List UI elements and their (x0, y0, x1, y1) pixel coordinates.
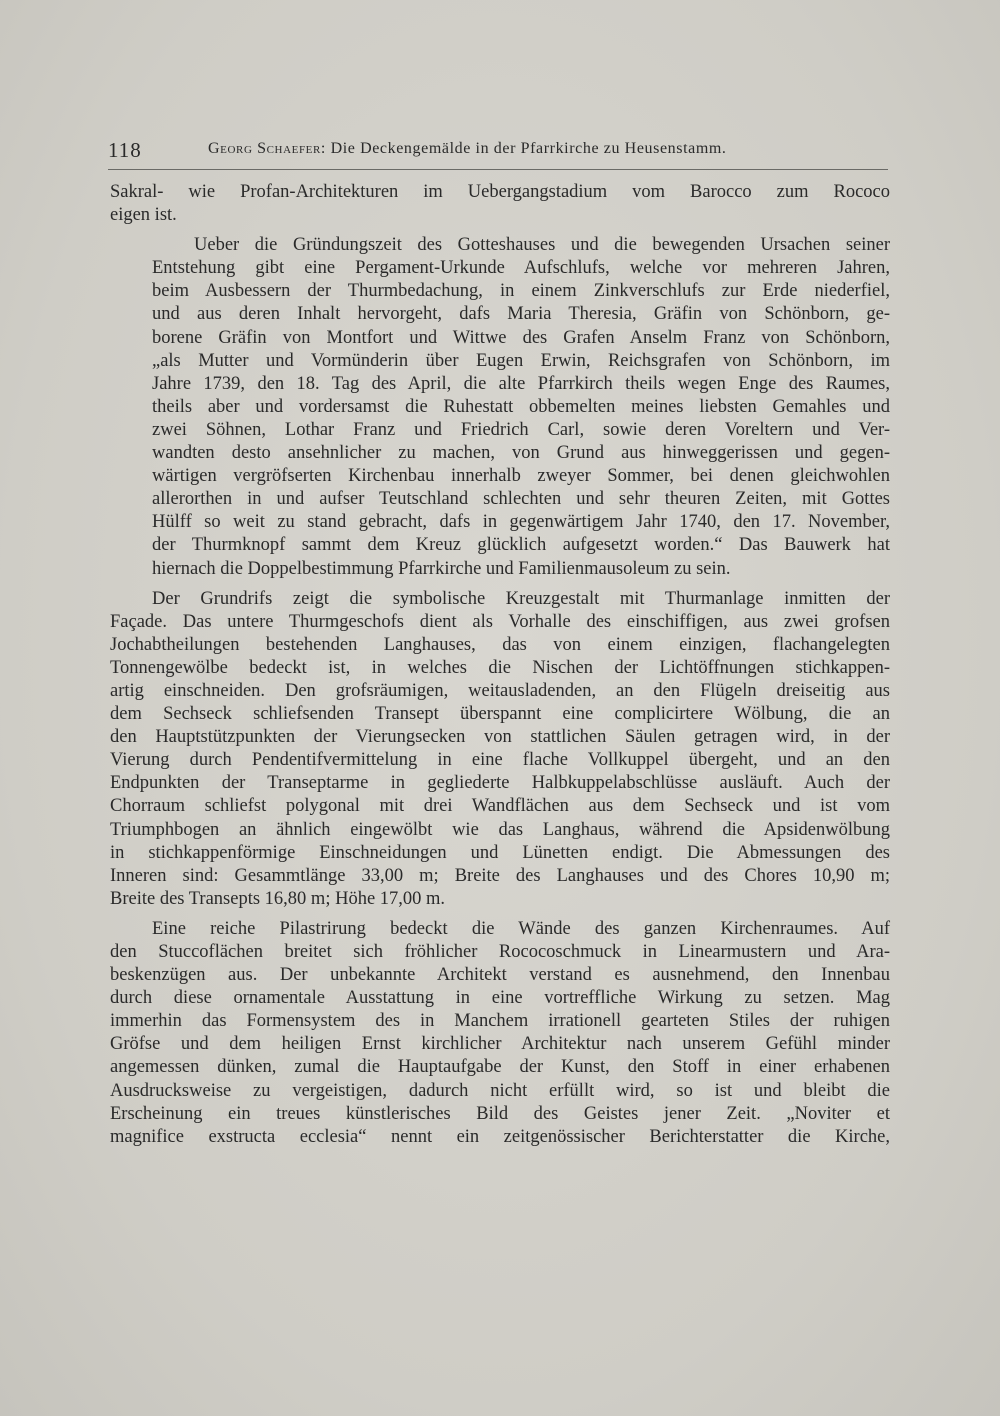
paragraph-1 (110, 181, 890, 227)
text-line: borene Gräfin von Montfort und Wittwe des Grafen Anselm Franz von Schönborn, (152, 327, 890, 348)
text-line: Ausdrucksweise zu vergeistigen, dadurch nicht erfüllt wird, so ist und bleibt die (110, 1080, 890, 1101)
text-line: dem Sechseck schliefsenden Transept überspannt eine complicirtere Wölbung, die an (110, 704, 890, 725)
text-line: Breite des Transepts 16,80 m; Höhe 17,00 m. (110, 888, 446, 909)
text-line: angemessen dünken, zumal die Hauptaufgabe der Kunst, den Stoff in einer erhabenen (110, 1057, 890, 1078)
text-line: Hülff so weit zu stand gebracht, dafs in gegenwärtigem Jahr 1740, den 17. November, (152, 512, 890, 533)
text-line: Entstehung gibt eine Pergament-Urkunde Aufschlufs, welche vor mehreren Jahren, (152, 258, 890, 279)
text-line: wandten desto ansehnlicher zu machen, von Grund aus hinweggerissen und gegen- (152, 443, 890, 464)
text-line: Der Grundrifs zeigt die symbolische Kreuzgestalt mit Thurmanlage inmitten der (152, 588, 890, 609)
text-line: Erscheinung ein treues künstlerisches Bild des Geistes jener Zeit. „Noviter et (110, 1103, 890, 1124)
article-title: : Die Deckengemälde in der Pfarrkirche zu Heusenstamm. (320, 140, 727, 157)
text-line: artig einschneiden. Den grofsräumigen, weitausladenden, an den Flügeln dreiseitig aus (110, 680, 890, 701)
text-line: beskenzügen aus. Der unbekannte Architekt verstand es ausnehmend, den Innenbau (110, 965, 890, 986)
running-head (208, 140, 727, 158)
text-line: Vierung durch Pendentifvermittelung in eine flache Vollkuppel übergeht, und an den (110, 750, 890, 771)
text-line: eigen ist. (110, 205, 177, 226)
paragraph-3 (110, 588, 890, 911)
text-line: allerorthen in und aufser Teutschland schlechten und sehr theuren Zeiten, mit Gottes (152, 489, 890, 510)
text-line: und aus deren Inhalt hervorgeht, dafs Maria Theresia, Gräfin von Schönborn, ge- (152, 304, 890, 325)
text-line: zwei Söhnen, Lothar Franz und Friedrich Carl, sowie deren Voreltern und Ver- (152, 419, 890, 440)
text-line: Jahre 1739, den 18. Tag des April, die alte Pfarrkirch theils wegen Enge des Raumes, (152, 373, 890, 394)
text-line: Gröfse und dem heiligen Ernst kirchlicher Architektur nach unserem Gefühl minder (110, 1034, 890, 1055)
text-line: immerhin das Formensystem des in Manchem irrationell gearteten Stiles der ruhigen (110, 1011, 890, 1032)
text-line: Inneren sind: Gesammtlänge 33,00 m; Breite des Langhauses und des Chores 10,90 m; (110, 865, 890, 886)
body-text (110, 181, 890, 1156)
text-line: den Hauptstützpunkten der Vierungsecken von stattlichen Säulen getragen wird, in der (110, 727, 890, 748)
text-line: theils aber und vordersamst die Ruhestatt obbemelten meines liebsten Gemahles und (152, 396, 890, 417)
text-line: hiernach die Doppelbestimmung Pfarrkirche und Familienmausoleum zu sein. (152, 558, 731, 579)
text-line: Tonnengewölbe bedeckt ist, in welches die Nischen der Lichtöffnungen stichkappen- (110, 657, 890, 678)
paragraph-2 (110, 234, 890, 580)
text-line: durch diese ornamentale Ausstattung in eine vortreffliche Wirkung zu setzen. Mag (110, 988, 890, 1009)
text-line: Triumphbogen an ähnlich eingewölbt wie das Langhaus, während die Apsidenwölbung (110, 819, 890, 840)
text-line: magnifice exstructa ecclesia“ nennt ein zeitgenössischer Berichterstatter die Kirche, (110, 1126, 890, 1147)
running-header (106, 134, 896, 166)
text-line: Chorraum schliefst polygonal mit drei Wandflächen aus dem Sechseck und ist vom (110, 796, 890, 817)
text-line: „als Mutter und Vormünderin über Eugen Erwin, Reichsgrafen von Schönborn, im (152, 350, 890, 371)
text-line: beim Ausbessern der Thurmbedachung, in einem Zinkverschlufs zur Erde niederfiel, (152, 281, 890, 302)
text-line: in stichkappenförmige Einschneidungen und Lünetten endigt. Die Abmessungen des (110, 842, 890, 863)
text-line: Ueber die Gründungszeit des Gotteshauses und die bewegenden Ursachen seiner (194, 235, 890, 256)
paragraph-4 (110, 918, 890, 1149)
header-rule (108, 169, 888, 170)
text-line: den Stuccoflächen breitet sich fröhlicher Rococoschmuck in Linearmustern und Ara- (110, 942, 890, 962)
text-line: Sakral- wie Profan-Architekturen im Uebergangstadium vom Barocco zum Rococo (110, 182, 890, 202)
text-line: der Thurmknopf sammt dem Kreuz glücklich aufgesetzt worden.“ Das Bauwerk hat (152, 535, 890, 556)
text-line: Eine reiche Pilastrirung bedeckt die Wände des ganzen Kirchenraumes. Auf (152, 918, 890, 939)
page-number: 118 (108, 138, 142, 162)
text-line: Façade. Das untere Thurmgeschofs dient als Vorhalle des einschiffigen, aus zwei grofsen (110, 611, 890, 632)
text-line: wärtigen vergröfserten Kirchenbau innerhalb zweyer Sommer, bei denen gleichwohlen (152, 466, 890, 487)
text-line: Endpunkten der Transeptarme in gegliederte Halbkuppelabschlüsse ausläuft. Auch der (110, 773, 890, 794)
author-name: Georg Schaefer (208, 140, 321, 157)
text-line: Jochabtheilungen bestehenden Langhauses, das von einem einzigen, flachangelegten (110, 634, 890, 655)
